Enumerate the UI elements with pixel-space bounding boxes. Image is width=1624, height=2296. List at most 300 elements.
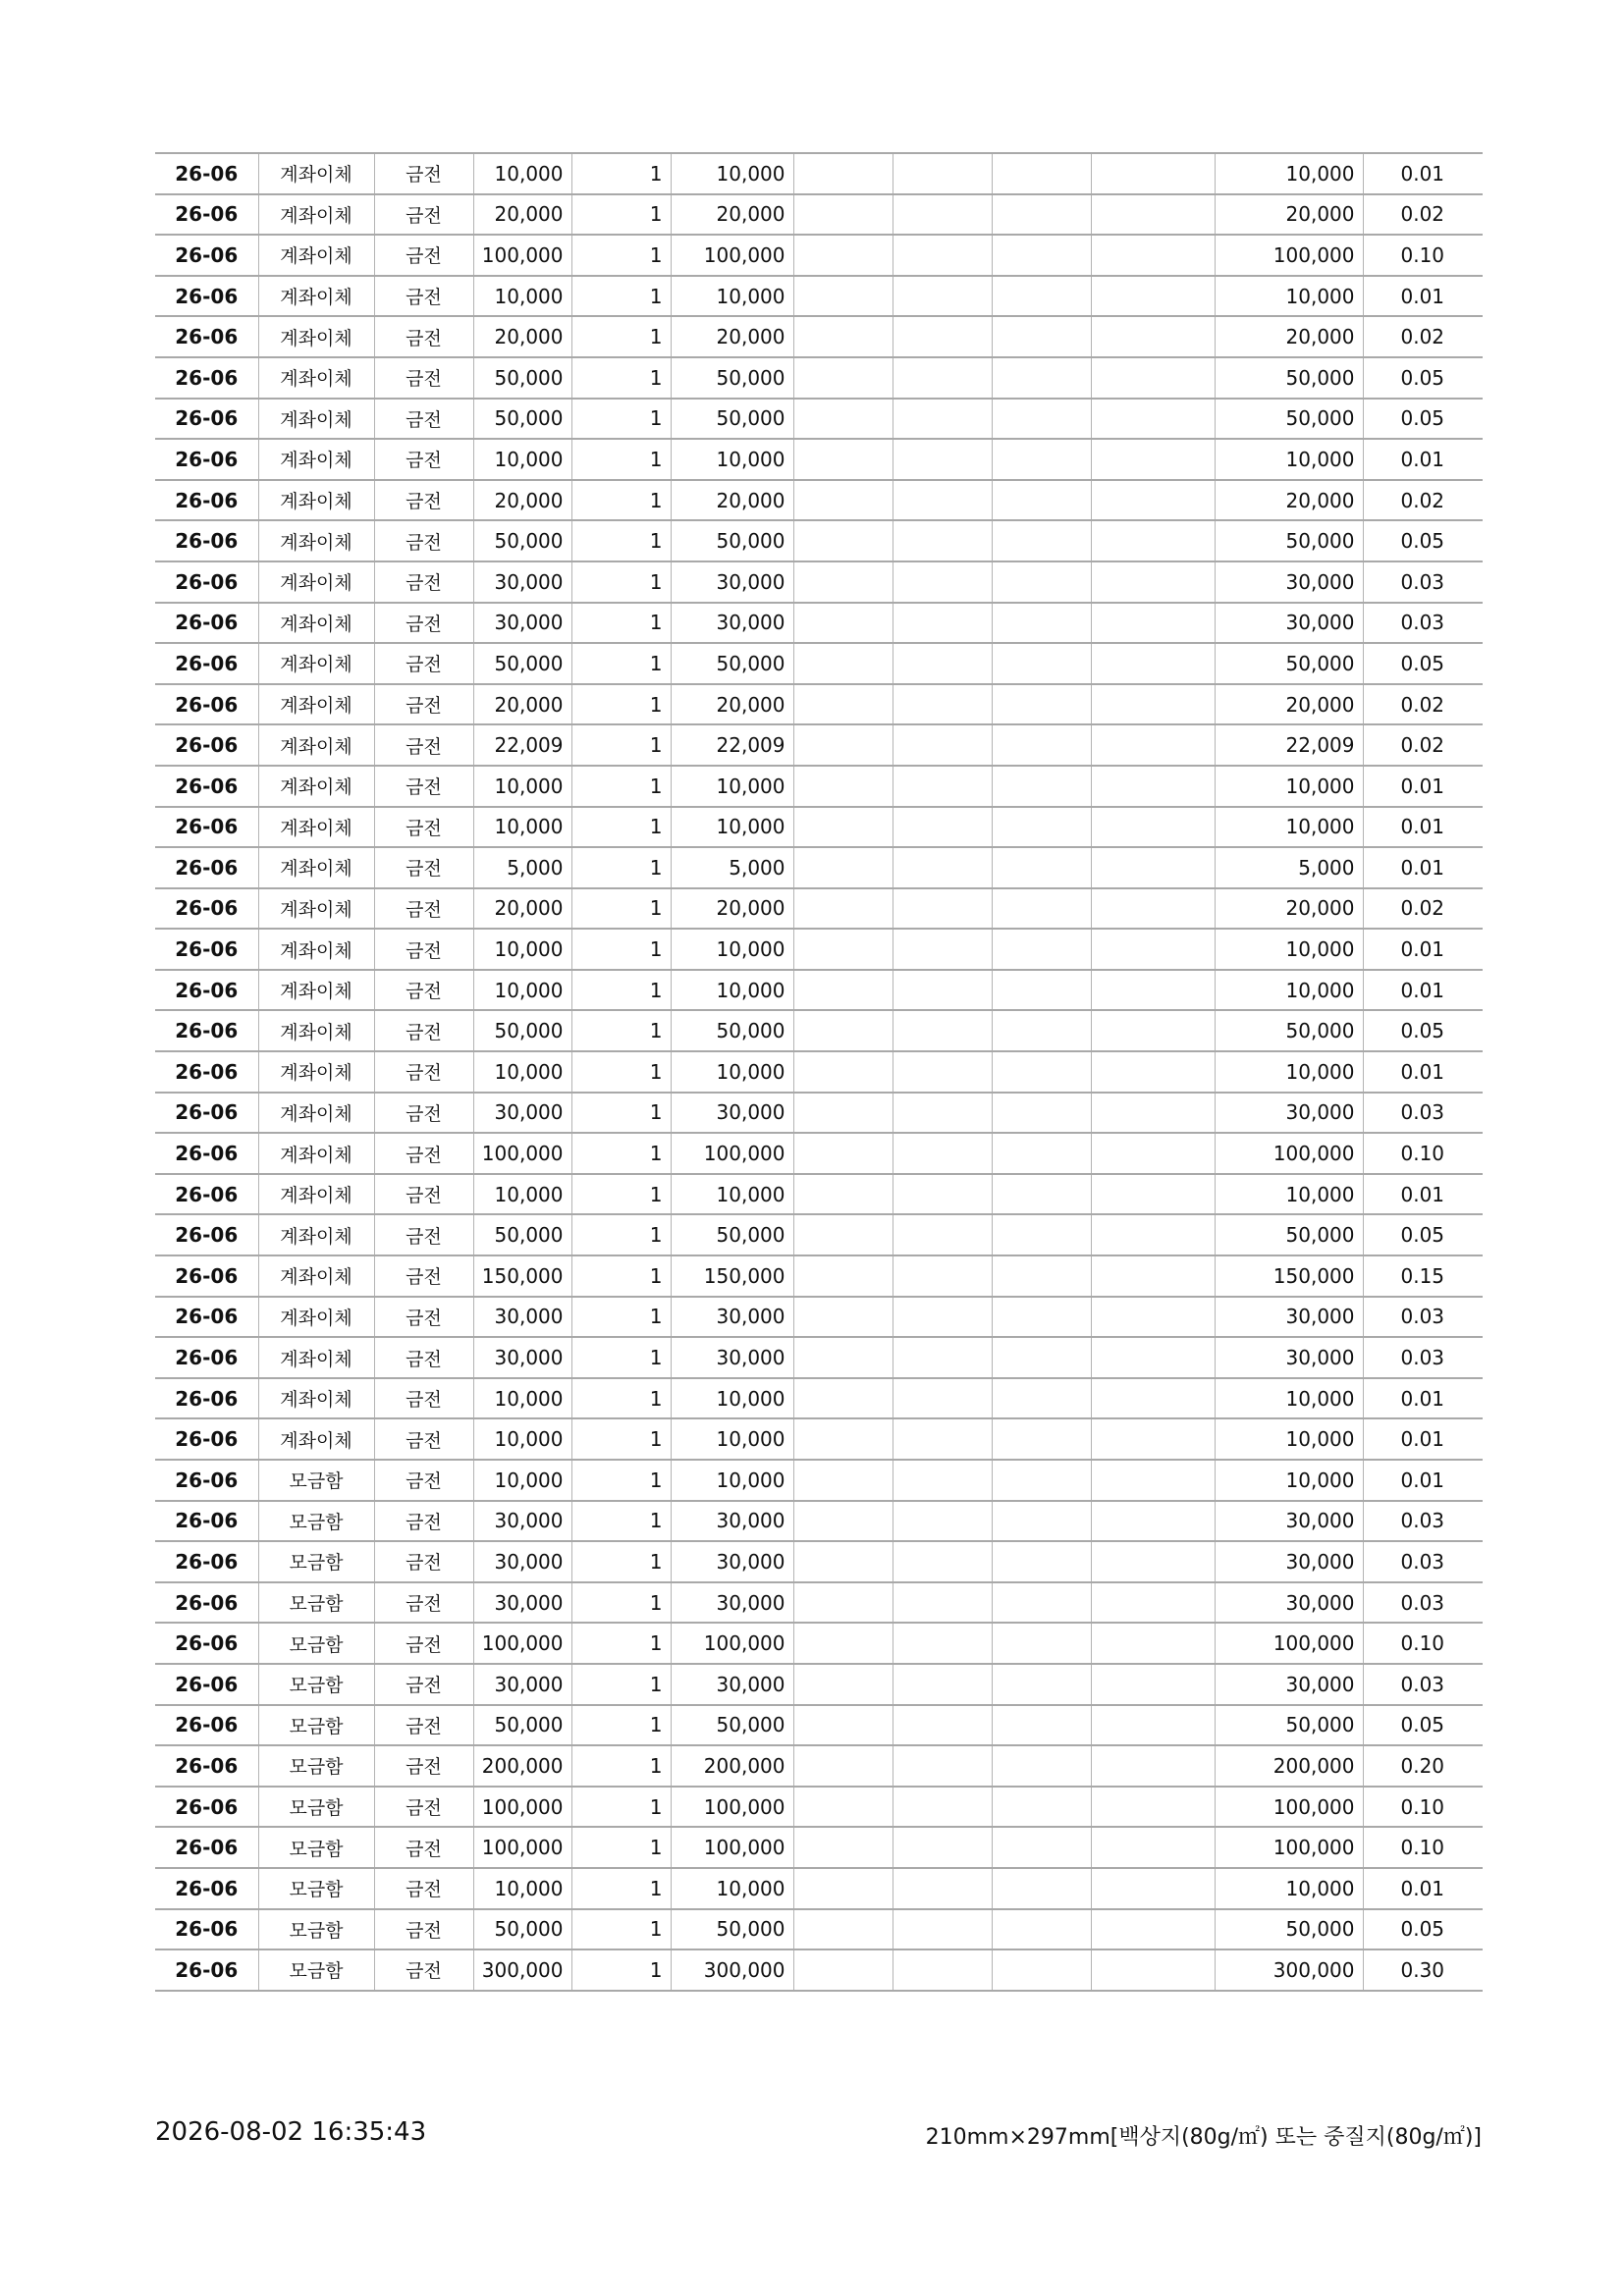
table-row	[155, 1705, 1483, 1746]
cell-blank	[1091, 194, 1215, 236]
cell-blank	[1091, 561, 1215, 603]
cell-blank	[893, 1418, 992, 1460]
cell-type: 금전	[374, 1827, 473, 1868]
cell-unit-amount: 50,000	[473, 399, 571, 440]
cell-blank	[793, 603, 893, 644]
cell-blank	[1091, 480, 1215, 521]
cell-total: 50,000	[1215, 399, 1363, 440]
cell-total: 20,000	[1215, 684, 1363, 725]
cell-blank	[992, 1745, 1091, 1787]
cell-date: 26-06	[155, 1787, 258, 1828]
cell-unit-amount: 10,000	[473, 439, 571, 480]
cell-blank	[1091, 1949, 1215, 1991]
cell-blank	[992, 399, 1091, 440]
cell-method: 계좌이체	[258, 1133, 374, 1174]
table-row	[155, 1255, 1483, 1297]
table-row	[155, 1093, 1483, 1134]
cell-ratio: 0.01	[1363, 1174, 1483, 1215]
cell-quantity: 1	[571, 1337, 671, 1378]
cell-type: 금전	[374, 1787, 473, 1828]
cell-ratio: 0.15	[1363, 1255, 1483, 1297]
cell-total: 50,000	[1215, 1214, 1363, 1255]
cell-blank	[1091, 1501, 1215, 1542]
cell-amount: 50,000	[671, 399, 793, 440]
cell-total: 50,000	[1215, 1909, 1363, 1950]
table-row	[155, 1541, 1483, 1582]
cell-quantity: 1	[571, 1705, 671, 1746]
cell-blank	[893, 847, 992, 888]
cell-method: 계좌이체	[258, 1297, 374, 1338]
cell-type: 금전	[374, 684, 473, 725]
cell-amount: 10,000	[671, 1051, 793, 1093]
cell-blank	[893, 1297, 992, 1338]
table-row	[155, 561, 1483, 603]
table-row	[155, 1378, 1483, 1419]
cell-quantity: 1	[571, 1909, 671, 1950]
cell-blank	[1091, 1664, 1215, 1705]
cell-unit-amount: 10,000	[473, 970, 571, 1011]
cell-blank	[893, 1255, 992, 1297]
cell-date: 26-06	[155, 153, 258, 194]
cell-quantity: 1	[571, 1174, 671, 1215]
cell-total: 100,000	[1215, 1623, 1363, 1664]
cell-blank	[992, 1418, 1091, 1460]
cell-quantity: 1	[571, 1010, 671, 1051]
cell-ratio: 0.01	[1363, 153, 1483, 194]
cell-blank	[893, 1582, 992, 1624]
cell-blank	[1091, 1787, 1215, 1828]
cell-blank	[992, 603, 1091, 644]
cell-blank	[893, 439, 992, 480]
cell-date: 26-06	[155, 1297, 258, 1338]
cell-quantity: 1	[571, 1582, 671, 1624]
cell-date: 26-06	[155, 1705, 258, 1746]
table-row	[155, 684, 1483, 725]
cell-blank	[992, 1010, 1091, 1051]
cell-blank	[893, 1174, 992, 1215]
cell-quantity: 1	[571, 724, 671, 766]
cell-blank	[1091, 847, 1215, 888]
cell-unit-amount: 10,000	[473, 1460, 571, 1501]
cell-amount: 30,000	[671, 1664, 793, 1705]
cell-quantity: 1	[571, 357, 671, 399]
table-row	[155, 1623, 1483, 1664]
cell-ratio: 0.05	[1363, 643, 1483, 684]
cell-amount: 10,000	[671, 439, 793, 480]
cell-blank	[793, 1378, 893, 1419]
cell-quantity: 1	[571, 929, 671, 970]
cell-unit-amount: 100,000	[473, 235, 571, 276]
cell-total: 30,000	[1215, 1093, 1363, 1134]
cell-unit-amount: 50,000	[473, 643, 571, 684]
table-row	[155, 1868, 1483, 1909]
cell-blank	[992, 1501, 1091, 1542]
cell-blank	[793, 888, 893, 930]
cell-method: 모금함	[258, 1868, 374, 1909]
cell-blank	[893, 235, 992, 276]
table-row	[155, 480, 1483, 521]
cell-blank	[992, 724, 1091, 766]
cell-blank	[992, 1378, 1091, 1419]
cell-unit-amount: 20,000	[473, 194, 571, 236]
cell-blank	[1091, 357, 1215, 399]
cell-blank	[793, 276, 893, 317]
cell-quantity: 1	[571, 399, 671, 440]
cell-method: 계좌이체	[258, 276, 374, 317]
cell-type: 금전	[374, 1501, 473, 1542]
cell-ratio: 0.01	[1363, 1051, 1483, 1093]
cell-blank	[793, 1093, 893, 1134]
cell-method: 계좌이체	[258, 603, 374, 644]
cell-unit-amount: 30,000	[473, 1664, 571, 1705]
cell-method: 계좌이체	[258, 357, 374, 399]
cell-amount: 30,000	[671, 603, 793, 644]
cell-blank	[992, 561, 1091, 603]
cell-date: 26-06	[155, 929, 258, 970]
cell-ratio: 0.01	[1363, 929, 1483, 970]
cell-blank	[992, 1868, 1091, 1909]
cell-method: 계좌이체	[258, 847, 374, 888]
cell-blank	[992, 520, 1091, 561]
cell-blank	[793, 1664, 893, 1705]
cell-quantity: 1	[571, 1460, 671, 1501]
cell-type: 금전	[374, 561, 473, 603]
cell-amount: 30,000	[671, 1297, 793, 1338]
cell-blank	[893, 643, 992, 684]
cell-ratio: 0.02	[1363, 684, 1483, 725]
cell-total: 10,000	[1215, 766, 1363, 807]
cell-method: 계좌이체	[258, 1174, 374, 1215]
cell-amount: 50,000	[671, 357, 793, 399]
table-row	[155, 970, 1483, 1011]
cell-date: 26-06	[155, 766, 258, 807]
cell-blank	[893, 520, 992, 561]
cell-total: 50,000	[1215, 357, 1363, 399]
table-row	[155, 847, 1483, 888]
cell-method: 모금함	[258, 1623, 374, 1664]
cell-ratio: 0.05	[1363, 1705, 1483, 1746]
cell-quantity: 1	[571, 888, 671, 930]
cell-unit-amount: 100,000	[473, 1623, 571, 1664]
cell-blank	[793, 316, 893, 357]
cell-blank	[793, 1582, 893, 1624]
cell-blank	[793, 194, 893, 236]
cell-amount: 20,000	[671, 888, 793, 930]
cell-date: 26-06	[155, 724, 258, 766]
cell-date: 26-06	[155, 1174, 258, 1215]
cell-blank	[1091, 1868, 1215, 1909]
cell-ratio: 0.01	[1363, 970, 1483, 1011]
cell-date: 26-06	[155, 1133, 258, 1174]
cell-date: 26-06	[155, 1255, 258, 1297]
cell-quantity: 1	[571, 1297, 671, 1338]
cell-blank	[893, 1378, 992, 1419]
cell-unit-amount: 30,000	[473, 1297, 571, 1338]
cell-type: 금전	[374, 1174, 473, 1215]
cell-blank	[793, 684, 893, 725]
cell-ratio: 0.05	[1363, 1010, 1483, 1051]
cell-blank	[1091, 724, 1215, 766]
cell-method: 계좌이체	[258, 643, 374, 684]
cell-quantity: 1	[571, 1827, 671, 1868]
cell-amount: 10,000	[671, 1418, 793, 1460]
cell-type: 금전	[374, 1868, 473, 1909]
cell-blank	[893, 1501, 992, 1542]
cell-method: 계좌이체	[258, 1337, 374, 1378]
table-row	[155, 807, 1483, 848]
cell-date: 26-06	[155, 1337, 258, 1378]
cell-date: 26-06	[155, 1909, 258, 1950]
cell-blank	[893, 603, 992, 644]
cell-amount: 50,000	[671, 1705, 793, 1746]
cell-ratio: 0.03	[1363, 1297, 1483, 1338]
cell-unit-amount: 50,000	[473, 1010, 571, 1051]
cell-type: 금전	[374, 1909, 473, 1950]
cell-total: 50,000	[1215, 1705, 1363, 1746]
cell-total: 300,000	[1215, 1949, 1363, 1991]
cell-blank	[1091, 1378, 1215, 1419]
cell-blank	[1091, 1255, 1215, 1297]
cell-blank	[1091, 1093, 1215, 1134]
cell-method: 계좌이체	[258, 929, 374, 970]
cell-blank	[893, 1010, 992, 1051]
cell-blank	[893, 1705, 992, 1746]
cell-amount: 50,000	[671, 1010, 793, 1051]
cell-blank	[793, 1501, 893, 1542]
cell-date: 26-06	[155, 1010, 258, 1051]
cell-quantity: 1	[571, 1255, 671, 1297]
cell-blank	[793, 480, 893, 521]
cell-blank	[1091, 1010, 1215, 1051]
cell-ratio: 0.01	[1363, 1418, 1483, 1460]
cell-quantity: 1	[571, 1093, 671, 1134]
cell-blank	[992, 235, 1091, 276]
cell-amount: 50,000	[671, 643, 793, 684]
table-row	[155, 357, 1483, 399]
cell-total: 10,000	[1215, 929, 1363, 970]
cell-date: 26-06	[155, 1460, 258, 1501]
cell-method: 계좌이체	[258, 153, 374, 194]
table-row	[155, 1909, 1483, 1950]
cell-ratio: 0.03	[1363, 1501, 1483, 1542]
cell-blank	[992, 1051, 1091, 1093]
table-row	[155, 153, 1483, 194]
cell-blank	[1091, 807, 1215, 848]
table-row	[155, 1787, 1483, 1828]
cell-blank	[992, 1909, 1091, 1950]
cell-amount: 100,000	[671, 235, 793, 276]
cell-amount: 30,000	[671, 1501, 793, 1542]
cell-unit-amount: 30,000	[473, 1501, 571, 1542]
cell-blank	[793, 1418, 893, 1460]
cell-blank	[893, 480, 992, 521]
cell-type: 금전	[374, 1664, 473, 1705]
cell-unit-amount: 10,000	[473, 1051, 571, 1093]
cell-quantity: 1	[571, 1787, 671, 1828]
cell-blank	[893, 1093, 992, 1134]
cell-blank	[793, 807, 893, 848]
cell-blank	[992, 1255, 1091, 1297]
cell-unit-amount: 20,000	[473, 888, 571, 930]
cell-blank	[992, 480, 1091, 521]
cell-type: 금전	[374, 929, 473, 970]
cell-amount: 50,000	[671, 520, 793, 561]
cell-date: 26-06	[155, 1623, 258, 1664]
cell-blank	[793, 724, 893, 766]
cell-type: 금전	[374, 1378, 473, 1419]
cell-blank	[992, 847, 1091, 888]
cell-blank	[1091, 1745, 1215, 1787]
cell-total: 10,000	[1215, 439, 1363, 480]
cell-type: 금전	[374, 1582, 473, 1624]
cell-method: 모금함	[258, 1541, 374, 1582]
cell-ratio: 0.01	[1363, 1868, 1483, 1909]
table-row	[155, 1174, 1483, 1215]
cell-date: 26-06	[155, 847, 258, 888]
cell-quantity: 1	[571, 1418, 671, 1460]
cell-date: 26-06	[155, 1378, 258, 1419]
cell-blank	[793, 1787, 893, 1828]
cell-type: 금전	[374, 194, 473, 236]
cell-blank	[793, 1337, 893, 1378]
cell-blank	[1091, 1909, 1215, 1950]
cell-blank	[793, 561, 893, 603]
donation-ledger-table	[155, 152, 1483, 1992]
table-row	[155, 929, 1483, 970]
cell-blank	[793, 1827, 893, 1868]
cell-amount: 100,000	[671, 1787, 793, 1828]
cell-type: 금전	[374, 1297, 473, 1338]
cell-blank	[992, 1582, 1091, 1624]
cell-total: 50,000	[1215, 1010, 1363, 1051]
cell-blank	[893, 807, 992, 848]
cell-type: 금전	[374, 1255, 473, 1297]
cell-ratio: 0.01	[1363, 1378, 1483, 1419]
cell-blank	[1091, 1174, 1215, 1215]
cell-type: 금전	[374, 643, 473, 684]
cell-unit-amount: 10,000	[473, 276, 571, 317]
cell-blank	[793, 847, 893, 888]
cell-blank	[1091, 1541, 1215, 1582]
table-row	[155, 1745, 1483, 1787]
cell-quantity: 1	[571, 1133, 671, 1174]
cell-method: 계좌이체	[258, 399, 374, 440]
table-row	[155, 603, 1483, 644]
cell-method: 모금함	[258, 1909, 374, 1950]
cell-quantity: 1	[571, 1214, 671, 1255]
cell-ratio: 0.03	[1363, 1664, 1483, 1705]
cell-unit-amount: 10,000	[473, 807, 571, 848]
cell-blank	[893, 929, 992, 970]
cell-date: 26-06	[155, 1949, 258, 1991]
cell-date: 26-06	[155, 1582, 258, 1624]
cell-blank	[1091, 1460, 1215, 1501]
cell-total: 20,000	[1215, 316, 1363, 357]
cell-ratio: 0.02	[1363, 194, 1483, 236]
cell-total: 30,000	[1215, 1582, 1363, 1624]
cell-unit-amount: 30,000	[473, 1093, 571, 1134]
table-row	[155, 276, 1483, 317]
cell-ratio: 0.02	[1363, 888, 1483, 930]
cell-ratio: 0.05	[1363, 520, 1483, 561]
cell-blank	[992, 153, 1091, 194]
cell-amount: 50,000	[671, 1214, 793, 1255]
cell-method: 모금함	[258, 1745, 374, 1787]
cell-type: 금전	[374, 1010, 473, 1051]
cell-amount: 100,000	[671, 1133, 793, 1174]
cell-method: 계좌이체	[258, 766, 374, 807]
cell-unit-amount: 200,000	[473, 1745, 571, 1787]
cell-amount: 10,000	[671, 929, 793, 970]
cell-type: 금전	[374, 357, 473, 399]
cell-blank	[992, 276, 1091, 317]
cell-method: 계좌이체	[258, 1214, 374, 1255]
cell-blank	[793, 1623, 893, 1664]
cell-blank	[793, 643, 893, 684]
cell-blank	[992, 194, 1091, 236]
cell-date: 26-06	[155, 1051, 258, 1093]
cell-blank	[992, 1787, 1091, 1828]
cell-total: 100,000	[1215, 1827, 1363, 1868]
cell-ratio: 0.01	[1363, 276, 1483, 317]
cell-blank	[992, 439, 1091, 480]
cell-type: 금전	[374, 970, 473, 1011]
cell-unit-amount: 100,000	[473, 1787, 571, 1828]
table-row	[155, 520, 1483, 561]
table-row	[155, 888, 1483, 930]
cell-method: 계좌이체	[258, 561, 374, 603]
cell-type: 금전	[374, 316, 473, 357]
cell-unit-amount: 30,000	[473, 1582, 571, 1624]
cell-ratio: 0.03	[1363, 1582, 1483, 1624]
cell-blank	[992, 929, 1091, 970]
cell-quantity: 1	[571, 970, 671, 1011]
cell-blank	[893, 194, 992, 236]
cell-type: 금전	[374, 1093, 473, 1134]
cell-blank	[992, 1214, 1091, 1255]
cell-date: 26-06	[155, 1418, 258, 1460]
cell-unit-amount: 10,000	[473, 766, 571, 807]
cell-ratio: 0.30	[1363, 1949, 1483, 1991]
cell-ratio: 0.01	[1363, 766, 1483, 807]
cell-amount: 20,000	[671, 316, 793, 357]
cell-blank	[1091, 1623, 1215, 1664]
cell-total: 30,000	[1215, 1664, 1363, 1705]
cell-amount: 10,000	[671, 1460, 793, 1501]
cell-blank	[1091, 1418, 1215, 1460]
cell-method: 계좌이체	[258, 439, 374, 480]
cell-quantity: 1	[571, 1745, 671, 1787]
cell-date: 26-06	[155, 888, 258, 930]
cell-blank	[893, 684, 992, 725]
cell-amount: 30,000	[671, 561, 793, 603]
cell-type: 금전	[374, 1541, 473, 1582]
cell-date: 26-06	[155, 235, 258, 276]
cell-amount: 200,000	[671, 1745, 793, 1787]
table-row	[155, 1827, 1483, 1868]
cell-blank	[793, 1541, 893, 1582]
cell-amount: 5,000	[671, 847, 793, 888]
cell-unit-amount: 20,000	[473, 316, 571, 357]
cell-amount: 20,000	[671, 480, 793, 521]
cell-blank	[893, 1133, 992, 1174]
cell-date: 26-06	[155, 970, 258, 1011]
table-row	[155, 399, 1483, 440]
cell-blank	[893, 1460, 992, 1501]
cell-blank	[893, 1214, 992, 1255]
cell-blank	[793, 1051, 893, 1093]
cell-blank	[893, 1868, 992, 1909]
